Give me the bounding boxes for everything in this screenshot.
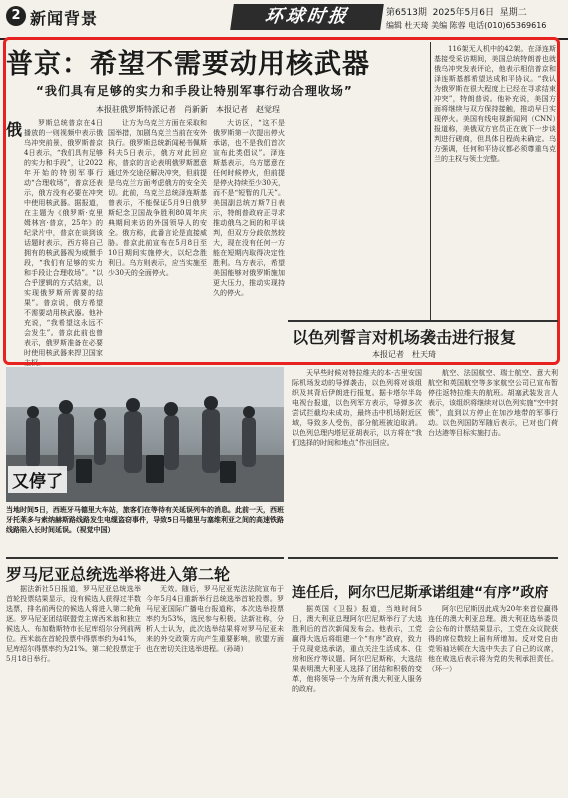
bottom-right-column-2: 阿尔巴尼斯因此成为20年来首位赢得连任的澳大利亚总理。澳大利亚选举委员会公布的计票结果显示，工党在众议院获得的席位数较上届有所增加。反对党自由党领袖达顿在大选中失去了自己的议席，他在败选后表示将为党的失利承担责任。（环一） [428, 605, 558, 673]
bottom-left-column-2: 无效。随后，罗马尼亚宪法法院宣布于今年5月4日重新举行总统选举首轮投票。罗马尼亚国际广播电台报道称，本次选举投票率约为53%，选民参与积极。法新社称，分析人士认为，此次选举结果将对罗马尼亚未来的外交政策方向产生重要影响，欧盟方面也在密切关注选举进程。（孙琦） [146, 585, 284, 653]
page-number: 2 [6, 6, 26, 26]
mid-column-1: 天早些时候对特拉维夫的本-古里安国际机场发动的导弹袭击，以色列将对该组织及其背后伊朗进行报复。据卡塔尔半岛电视台报道，以色列军方表示，导弹多次尝试拦截均未成功，最终击中机场附近区域，导致多人受伤，部分航班被迫取消。以色列总理内塔尼亚胡表示，以方将在“我们选择的时间和地点”作出回应。 [292, 369, 422, 447]
section-title: 新闻背景 [30, 9, 99, 28]
issue-weekday: 星期二 [499, 8, 527, 18]
section-divider [288, 557, 558, 559]
mid-column-2: 航空、法国航空、瑞士航空、意大利航空和英国航空等多家航空公司已宣布暂停往返特拉维夫的航班。胡塞武装发言人表示，该组织将继续对以色列实施“空中封锁”，直到以方停止在加沙地带的军事行动。以色列国防军随后表示，已对也门荷台达港等目标实施打击。 [428, 369, 558, 437]
lead-headline: 普京：希望不需要动用核武器 [6, 49, 370, 80]
lead-subheadline: “我们具有足够的实力和手段让特别军事行动合理收场” [36, 84, 353, 98]
page-header [0, 0, 568, 40]
lead-column-3: 大访区，“这不是俄罗斯第一次提出停火承诺，也不是我们首次宣布此类倡议”。泽连斯基表示，乌方愿意在任何时候停火，但前提是停火持续至少30天，而不是“短暂的几天”。美国副总统万斯7日表示，特朗普政府正寻求推动俄乌之间的和平谈判，但双方分歧依然较大，现在没有任何一方能在短期内取得决定性胜利。乌方表示，希望美国能够对俄罗斯施加更大压力，推动实现持久的停火。 [213, 119, 285, 297]
lead-column-4: 116架无人机中的42架。在泽连斯基接受采访期间，美国总统特朗普也就俄乌冲突发表评论，他表示相信普京和泽连斯基都希望达成和平协议。“我认为俄罗斯在很大程度上已经在寻求结束冲突”，特朗普说。他补充说，美国方面将继续与双方保持接触，推动早日实现停火。美国有线电视新闻网（CNN）报道称，美俄双方官员正在就下一步谈判进行磋商，但具体日程尚未确定。乌方强调，任何和平协议都必须尊重乌克兰的主权与领土完整。 [434, 45, 556, 163]
lead-dropcap: 俄 [6, 120, 23, 139]
photo-caption: 当地时间5日，西班牙马德里大车站，旅客们在等待有关延误列车的消息。此前一天，西班牙托莱多与索纳赫斯路线路发生电缆盗窃事件，导致5日马德里与塞维利亚之间的高速铁路线路陷入长时间延误。（视觉中国） [6, 506, 284, 534]
issue-number: 第6513期 [386, 8, 427, 18]
editor-info: 编辑 杜天琦 美编 陈蓉 电话(010)65369616 [386, 21, 547, 30]
lead-byline: 本报驻俄罗斯特派记者 肖新新 本报记者 赵觉珵 [96, 105, 280, 114]
bottom-left-headline: 罗马尼亚总统选举将进入第二轮 [6, 565, 231, 584]
bottom-left-column-1: 据法新社5日报道，罗马尼亚总统选举首轮投票结果显示，没有候选人获得过半数选票，排名前两位的候选人将进入第二轮角逐。罗马尼亚团结联盟党主席西米翁和独立候选人、布加勒斯特市长尼库绍尔分列前两位。西米翁在首轮投票中得票率约为41%，尼库绍尔得票率约为21%。第二轮投票定于5月18日举行。 [6, 585, 141, 663]
bottom-right-headline: 连任后，阿尔巴尼斯承诺组建“有序”政府 [292, 585, 549, 601]
bottom-right-column-1: 据英国《卫报》报道，当地时间5日，澳大利亚总理阿尔巴尼斯举行了大选胜利后的首次新闻发布会。他表示，工党赢得大选后将组建一个“有序”政府，致力于兑现竞选承诺，重点关注生活成本、住房和医疗等议题。阿尔巴尼斯称，大选结果表明澳大利亚人选择了团结和积极的变革，他将领导一个为所有澳大利亚人服务的政府。 [292, 605, 422, 693]
lead-column-1: 罗斯总统普京在4日播放的一则视频中表示俄乌冲突前景，俄罗斯普京4日表示，“我们具有足够的实力和手段”，让2022年开始的特别军事行动“合理收场”，普京还表示，俄方没有必要在冲突中使用核武器。据报道，在主题为《俄罗斯·克里姆林宫·普京，25年》的纪录片中，普京在谈到该话题时表示，西方将自己拥有的核武器视为威慑手段，“我们有足够的实力和手段让合理收场”。“以合乎逻辑的方式结束，以实现俄罗斯所需要的结果”。普京说，俄方希望不需要动用核武器。他补充说，“我希望这永远不会发生”。普京此前也曾表示，俄罗斯准备在必要时使用核武器来捍卫国家主权。 [24, 119, 103, 367]
column-divider [430, 42, 431, 320]
newspaper-logo: 环球时报 [230, 4, 384, 30]
photo-label: 又停了 [8, 466, 67, 493]
mid-headline: 以色列誓言对机场袭击进行报复 [292, 328, 517, 347]
mid-byline: 本报记者 杜天琦 [372, 350, 436, 359]
issue-info [386, 5, 527, 18]
lead-column-2: 让方为乌克兰方面在采取和国举措，加剧乌克兰当前在安外执行。俄罗斯总统新闻秘书佩斯科夫5日表示，俄方对此回应称，普京的言论表明俄罗斯愿意通过外交途径解决冲突，但前提是乌克兰方面考虑俄方的安全关切。此前，乌克兰总统泽连斯基曾表示，不能保证5月9日俄罗斯纪念卫国战争胜利80周年庆典期间来访的外国领导人的安全。俄方称，此番言论是直接威胁。普京此前宣布在5月8日至10日期间实施停火，以纪念胜利日。乌方则表示，应当实施至少30天的全面停火。 [108, 119, 207, 277]
section-divider [6, 557, 284, 559]
issue-date: 2025年5月6日 [432, 8, 494, 18]
section-divider [288, 320, 558, 322]
